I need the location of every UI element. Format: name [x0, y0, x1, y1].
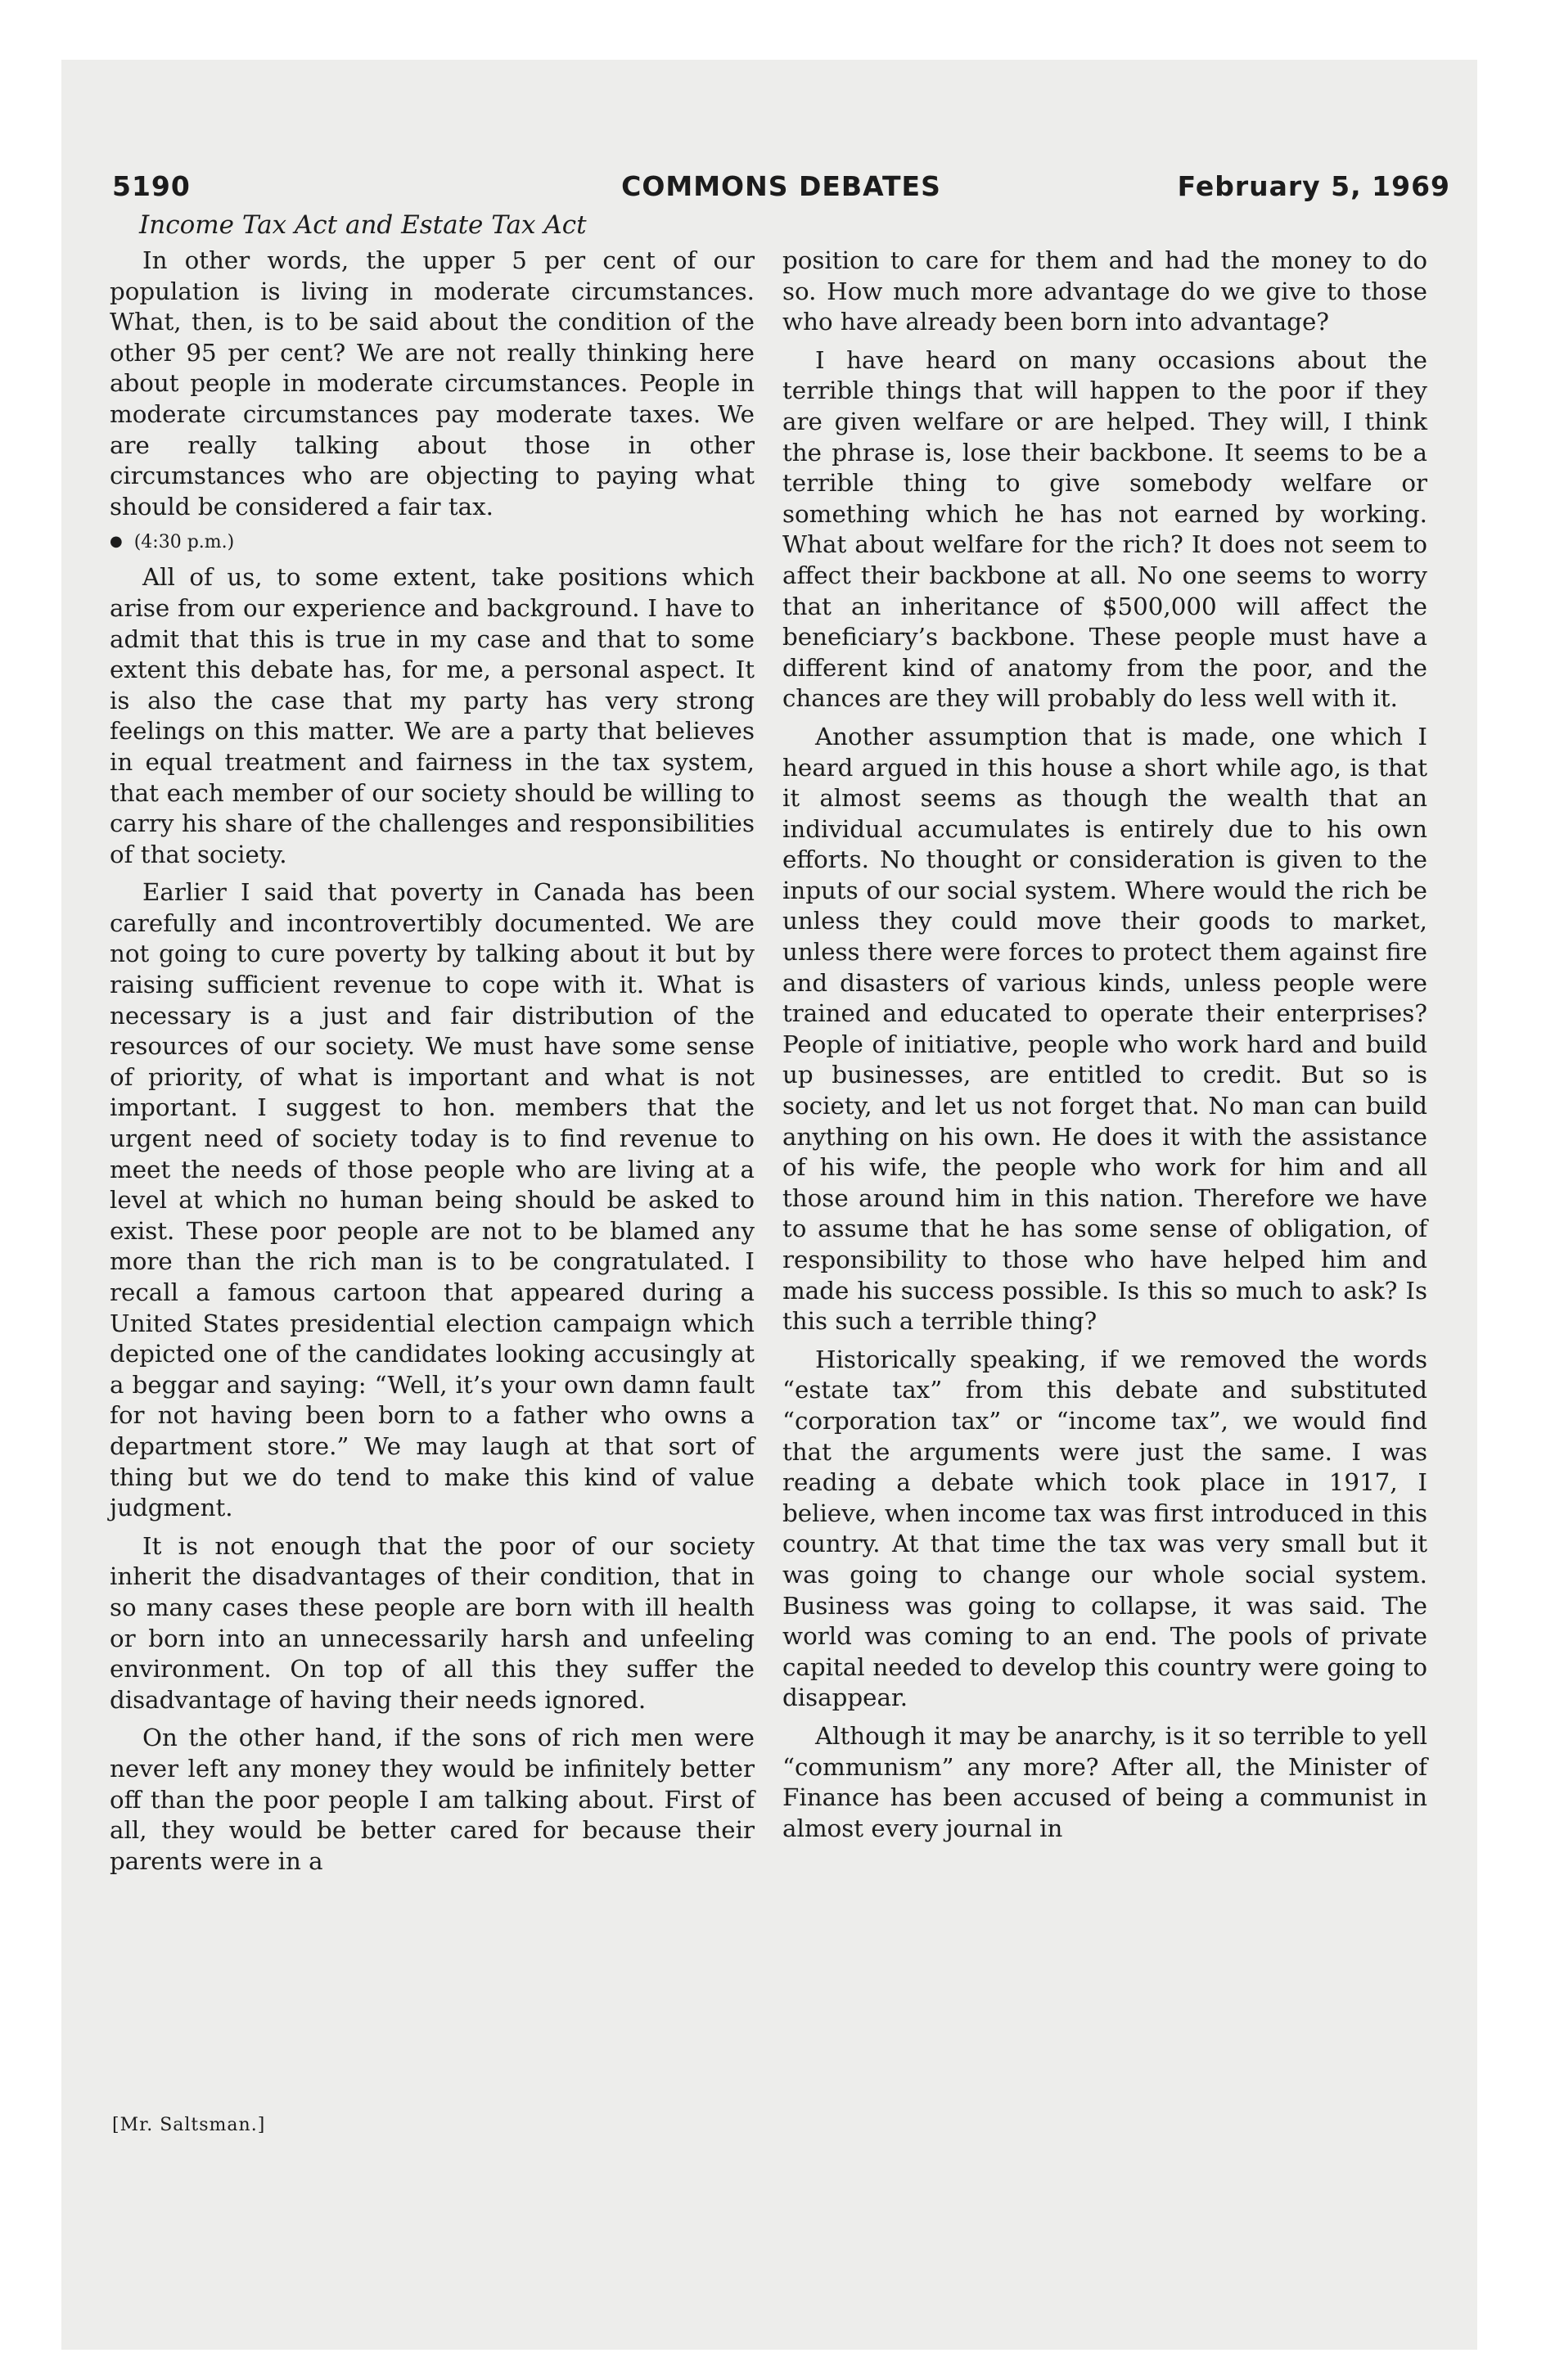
paragraph: Although it may be anarchy, is it so terrible to yell “communism” any more? After all, the Minister of Finance has been accused of being a communist in almost every journal in: [782, 1721, 1427, 1842]
paragraph: On the other hand, if the sons of rich men were never left any money they would be infinitely better off than the poor people I am talking about. First of all, they would be better cared for because their parents were in a: [110, 1724, 755, 1875]
paragraph: In other words, the upper 5 per cent of our population is living in moderate circumstances. What, then, is to be said about the condition of the other 95 per cent? We are not really thinking here about people in moderate circumstances. People in moderate circumstances pay moderate taxes. We are really talking about those in other circumstances who are objecting to paying what should be considered a fair tax.: [110, 246, 755, 521]
paragraph: All of us, to some extent, take positions which arise from our experience and background. I have to admit that this is true in my case and that to some extent this debate has, for me, a personal aspect. It is also the case that my party has very strong feelings on this matter. We are a party that believes in equal treatment and fairness in the tax system, that each member of our society should be willing to carry his share of the challenges and responsibilities of that society.: [110, 563, 755, 868]
paragraph: Another assumption that is made, one which I heard argued in this house a short while ago, is that it almost seems as though the wealth that an individual accumulates is entirely due to his own efforts. No thought or consideration is given to the inputs of our social system. Where would the rich be unless they could move their goods to market, unless there were forces to protect them against fire and disasters of various kinds, unless people were trained and educated to operate their enterprises? People of initiative, people who work hard and build up businesses, are entitled to credit. But so is society, and let us not forget that. No man can build anything on his own. He does it with the assistance of his wife, the people who work for him and all those around him in this nation. Therefore we have to assume that he has some sense of obligation, of responsibility to those who have helped him and made his success possible. Is this so much to ask? Is this such a terrible thing?: [782, 722, 1427, 1336]
running-subheading: Income Tax Act and Estate Tax Act: [139, 210, 587, 240]
paragraph: position to care for them and had the money to do so. How much more advantage do we give to those who have already been born into advantage?: [782, 246, 1427, 336]
right-column: [782, 246, 1427, 1851]
publication-title: COMMONS DEBATES: [621, 170, 941, 202]
paragraph: Earlier I said that poverty in Canada has been carefully and incontrovertibly documented. We are not going to cure poverty by talking about it but by raising sufficient revenue to cope with it. What is necessary is a just and fair distribution of the resources of our society. We must have some sense of priority, of what is important and what is not important. I suggest to hon. members that the urgent need of society today is to find revenue to meet the needs of those people who are living at a level at which no human being should be asked to exist. These poor people are not to be blamed any more than the rich man is to be congratulated. I recall a famous cartoon that appeared during a United States presidential election campaign which depicted one of the candidates looking accusingly at a beggar and saying: “Well, it’s your own damn fault for not having been born to a father who owns a department store.” We may laugh at that sort of thing but we do tend to make this kind of value judgment.: [110, 878, 755, 1522]
paragraph: Historically speaking, if we removed the words “estate tax” from this debate and substituted “corporation tax” or “income tax”, we would find that the arguments were just the same. I was reading a debate which took place in 1917, I believe, when income tax was first introduced in this country. At that time the tax was very small but it was going to change our whole social system. Business was going to collapse, it was said. The world was coming to an end. The pools of private capital needed to develop this country were going to disappear.: [782, 1345, 1427, 1712]
page-date: February 5, 1969: [1177, 170, 1450, 202]
paragraph: I have heard on many occasions about the terrible things that will happen to the poor if they are given welfare or are helped. They will, I think the phrase is, lose their backbone. It seems to be a terrible thing to give somebody welfare or something which he has not earned by working. What about welfare for the rich? It does not seem to affect their backbone at all. No one seems to worry that an inheritance of $500,000 will affect the beneficiary’s backbone. These people must have a different kind of anatomy from the poor, and the chances are they will probably do less well with it.: [782, 345, 1427, 713]
left-column: [110, 246, 755, 1884]
speaker-attribution: [Mr. Saltsman.]: [112, 2115, 266, 2135]
page-number: 5190: [112, 170, 191, 202]
bullet-icon: ●: [110, 533, 123, 551]
time-marker: [110, 530, 755, 555]
time-marker-text: (4:30 p.m.): [133, 532, 235, 553]
page-header: [112, 170, 1450, 210]
paragraph: It is not enough that the poor of our society inherit the disadvantages of their condition, that in so many cases these people are born with ill health or born into an unnecessarily harsh and unfeeling environment. On top of all this they suffer the disadvantage of having their needs ignored.: [110, 1531, 755, 1714]
